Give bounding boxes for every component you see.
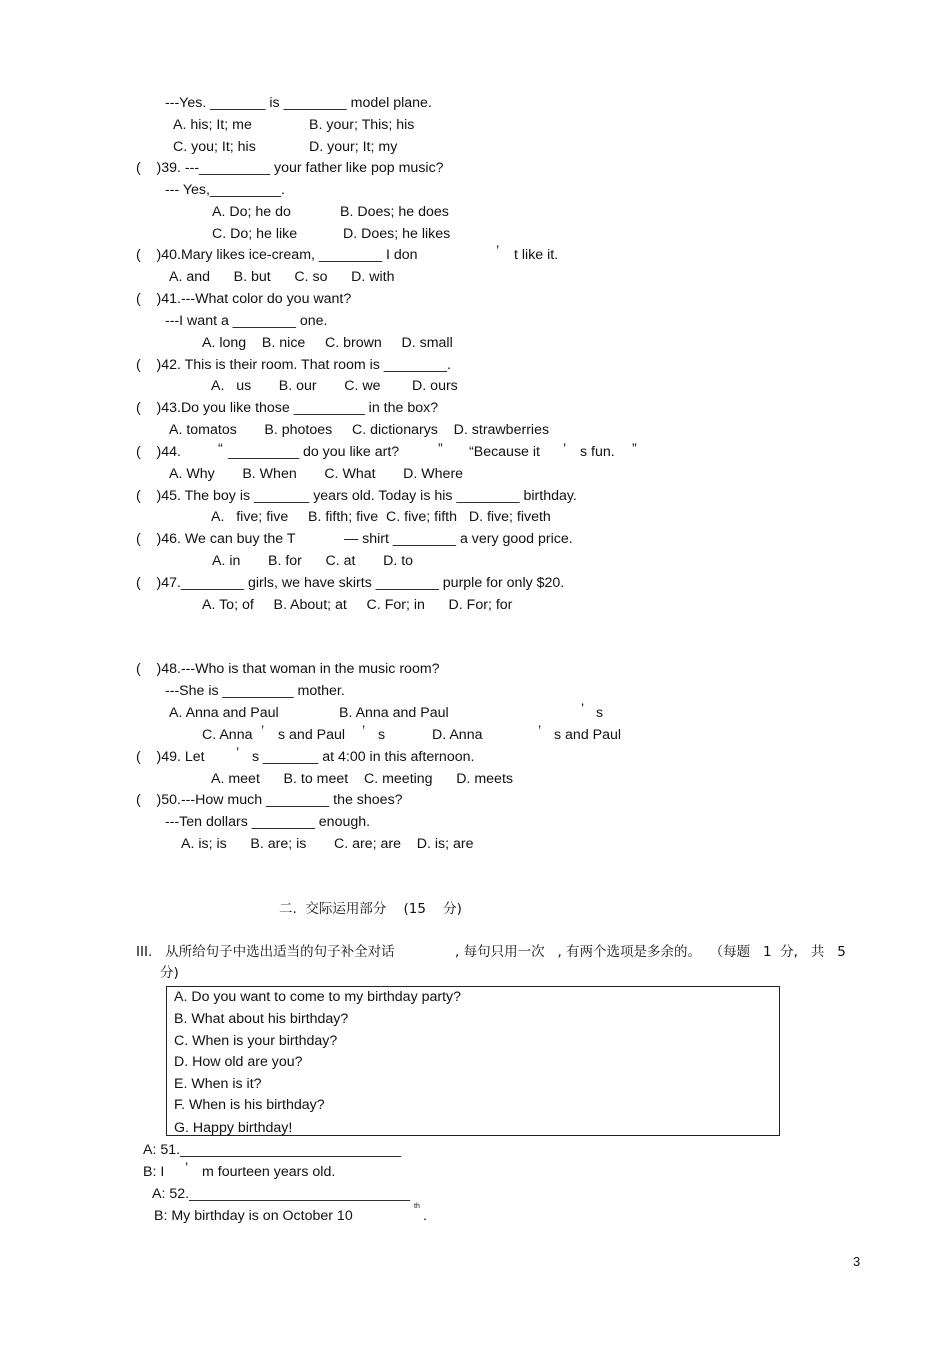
- q48-option-d-apostrophe: ’: [538, 723, 542, 739]
- q40-options: A. and B. but C. so D. with: [169, 269, 395, 285]
- dialogue-b-52-end: .: [423, 1208, 427, 1224]
- q46-options: A. in B. for C. at D. to: [212, 553, 414, 569]
- page-number: 3: [853, 1254, 861, 1269]
- part-3-instruction-1: III. 从所给句子中选出适当的句子补全对话: [136, 944, 395, 960]
- dialogue-a-52: A: 52.____________________________: [152, 1186, 411, 1202]
- q38-stem: ---Yes. _______ is ________ model plane.: [165, 95, 432, 111]
- q44-apostrophe: ’: [563, 441, 567, 457]
- dialogue-b-51-tail: m fourteen years old.: [202, 1164, 336, 1180]
- q42-stem: ( )42. This is their room. That room is ________.: [136, 357, 451, 373]
- q44-reply-tail: s fun.: [580, 444, 615, 460]
- sentence-option-a: A. Do you want to come to my birthday party?: [174, 989, 462, 1005]
- q38-option-c: C. you; It; his: [173, 139, 256, 155]
- q44-options: A. Why B. When C. What D. Where: [169, 466, 464, 482]
- q48-option-b-tail: s: [596, 705, 604, 721]
- q39-stem: ( )39. ---_________ your father like pop music?: [136, 160, 444, 176]
- section-2-title: 二. 交际运用部分 (15 分): [279, 901, 462, 917]
- q48-stem: ( )48.---Who is that woman in the music room?: [136, 661, 440, 677]
- q43-stem: ( )43.Do you like those _________ in the box?: [136, 400, 439, 416]
- q48-reply: ---She is _________ mother.: [165, 683, 345, 699]
- dialogue-b-52: B: My birthday is on October 10: [154, 1208, 353, 1224]
- q48-option-c: C. Anna: [202, 727, 253, 743]
- q45-options: A. five; five B. fifth; five C. five; fifth D. five; fiveth: [211, 509, 551, 525]
- q39-option-c: C. Do; he like: [212, 226, 298, 242]
- dialogue-a-51: A: 51.____________________________: [143, 1142, 402, 1158]
- q47-stem: ( )47.________ girls, we have skirts ________ purple for only $20.: [136, 575, 565, 591]
- q49-apostrophe: ’: [236, 745, 240, 761]
- q48-option-b-apostrophe: ’: [581, 701, 585, 717]
- q48-option-d: D. Anna: [432, 727, 483, 743]
- q50-reply: ---Ten dollars ________ enough.: [165, 814, 371, 830]
- q39-option-b: B. Does; he does: [340, 204, 449, 220]
- q48-option-c-tail: s: [378, 727, 386, 743]
- dialogue-b-51-start: B: I: [143, 1164, 165, 1180]
- q47-options: A. To; of B. About; at C. For; in D. For; for: [202, 597, 513, 613]
- q48-option-d-tail: s and Paul: [554, 727, 622, 743]
- sentence-option-c: C. When is your birthday?: [174, 1033, 338, 1049]
- sentence-option-b: B. What about his birthday?: [174, 1011, 349, 1027]
- sentence-option-e: E. When is it?: [174, 1076, 262, 1092]
- q44-open-quote: “: [218, 441, 223, 457]
- q48-option-a: A. Anna and Paul: [169, 705, 279, 721]
- q39-reply: --- Yes,_________.: [165, 182, 285, 198]
- q39-option-a: A. Do; he do: [212, 204, 291, 220]
- q49-tail: s _______ at 4:00 in this afternoon.: [252, 749, 475, 765]
- q44-close-quote: ”: [438, 441, 443, 457]
- q49-options: A. meet B. to meet C. meeting D. meets: [211, 771, 513, 787]
- sentence-option-d: D. How old are you?: [174, 1054, 303, 1070]
- q41-stem: ( )41.---What color do you want?: [136, 291, 352, 307]
- q46-tail: — shirt ________ a very good price.: [344, 531, 573, 547]
- q40-tail: t like it.: [514, 247, 559, 263]
- q44-reply-open: “Because it: [469, 444, 540, 460]
- part-3-instruction-3: 分): [160, 965, 179, 981]
- q41-reply: ---I want a ________ one.: [165, 313, 328, 329]
- q40-apostrophe: ’: [496, 243, 500, 259]
- sentence-option-g: G. Happy birthday!: [174, 1120, 293, 1136]
- q48-option-c-mid: s and Paul: [278, 727, 346, 743]
- dialogue-b-51-apostrophe: ’: [185, 1160, 189, 1176]
- q41-options: A. long B. nice C. brown D. small: [202, 335, 453, 351]
- q42-options: A. us B. our C. we D. ours: [211, 378, 458, 394]
- q40-stem: ( )40.Mary likes ice-cream, ________ I don: [136, 247, 418, 263]
- q44-number: ( )44.: [136, 444, 181, 460]
- q45-stem: ( )45. The boy is _______ years old. Today is his ________ birthday.: [136, 488, 577, 504]
- q43-options: A. tomatos B. photoes C. dictionarys D. strawberries: [169, 422, 550, 438]
- q44-stem: _________ do you like art?: [228, 444, 400, 460]
- q50-options: A. is; is B. are; is C. are; are D. is; are: [181, 836, 474, 852]
- dialogue-b-52-superscript: th: [414, 1203, 420, 1210]
- q39-option-d: D. Does; he likes: [343, 226, 451, 242]
- q48-option-c-apostrophe: ’: [261, 723, 265, 739]
- q38-option-a: A. his; It; me: [173, 117, 252, 133]
- q46-stem: ( )46. We can buy the T: [136, 531, 296, 547]
- q48-option-c-apostrophe-2: ’: [362, 723, 366, 739]
- sentence-option-f: F. When is his birthday?: [174, 1097, 325, 1113]
- q49-stem: ( )49. Let: [136, 749, 205, 765]
- part-3-instruction-2: , 每句只用一次 , 有两个选项是多余的。 （每题 1 分, 共 5: [455, 944, 846, 960]
- q38-option-d: D. your; It; my: [309, 139, 398, 155]
- q44-reply-close: ”: [632, 441, 637, 457]
- q50-stem: ( )50.---How much ________ the shoes?: [136, 792, 403, 808]
- q38-option-b: B. your; This; his: [309, 117, 415, 133]
- q48-option-b: B. Anna and Paul: [339, 705, 449, 721]
